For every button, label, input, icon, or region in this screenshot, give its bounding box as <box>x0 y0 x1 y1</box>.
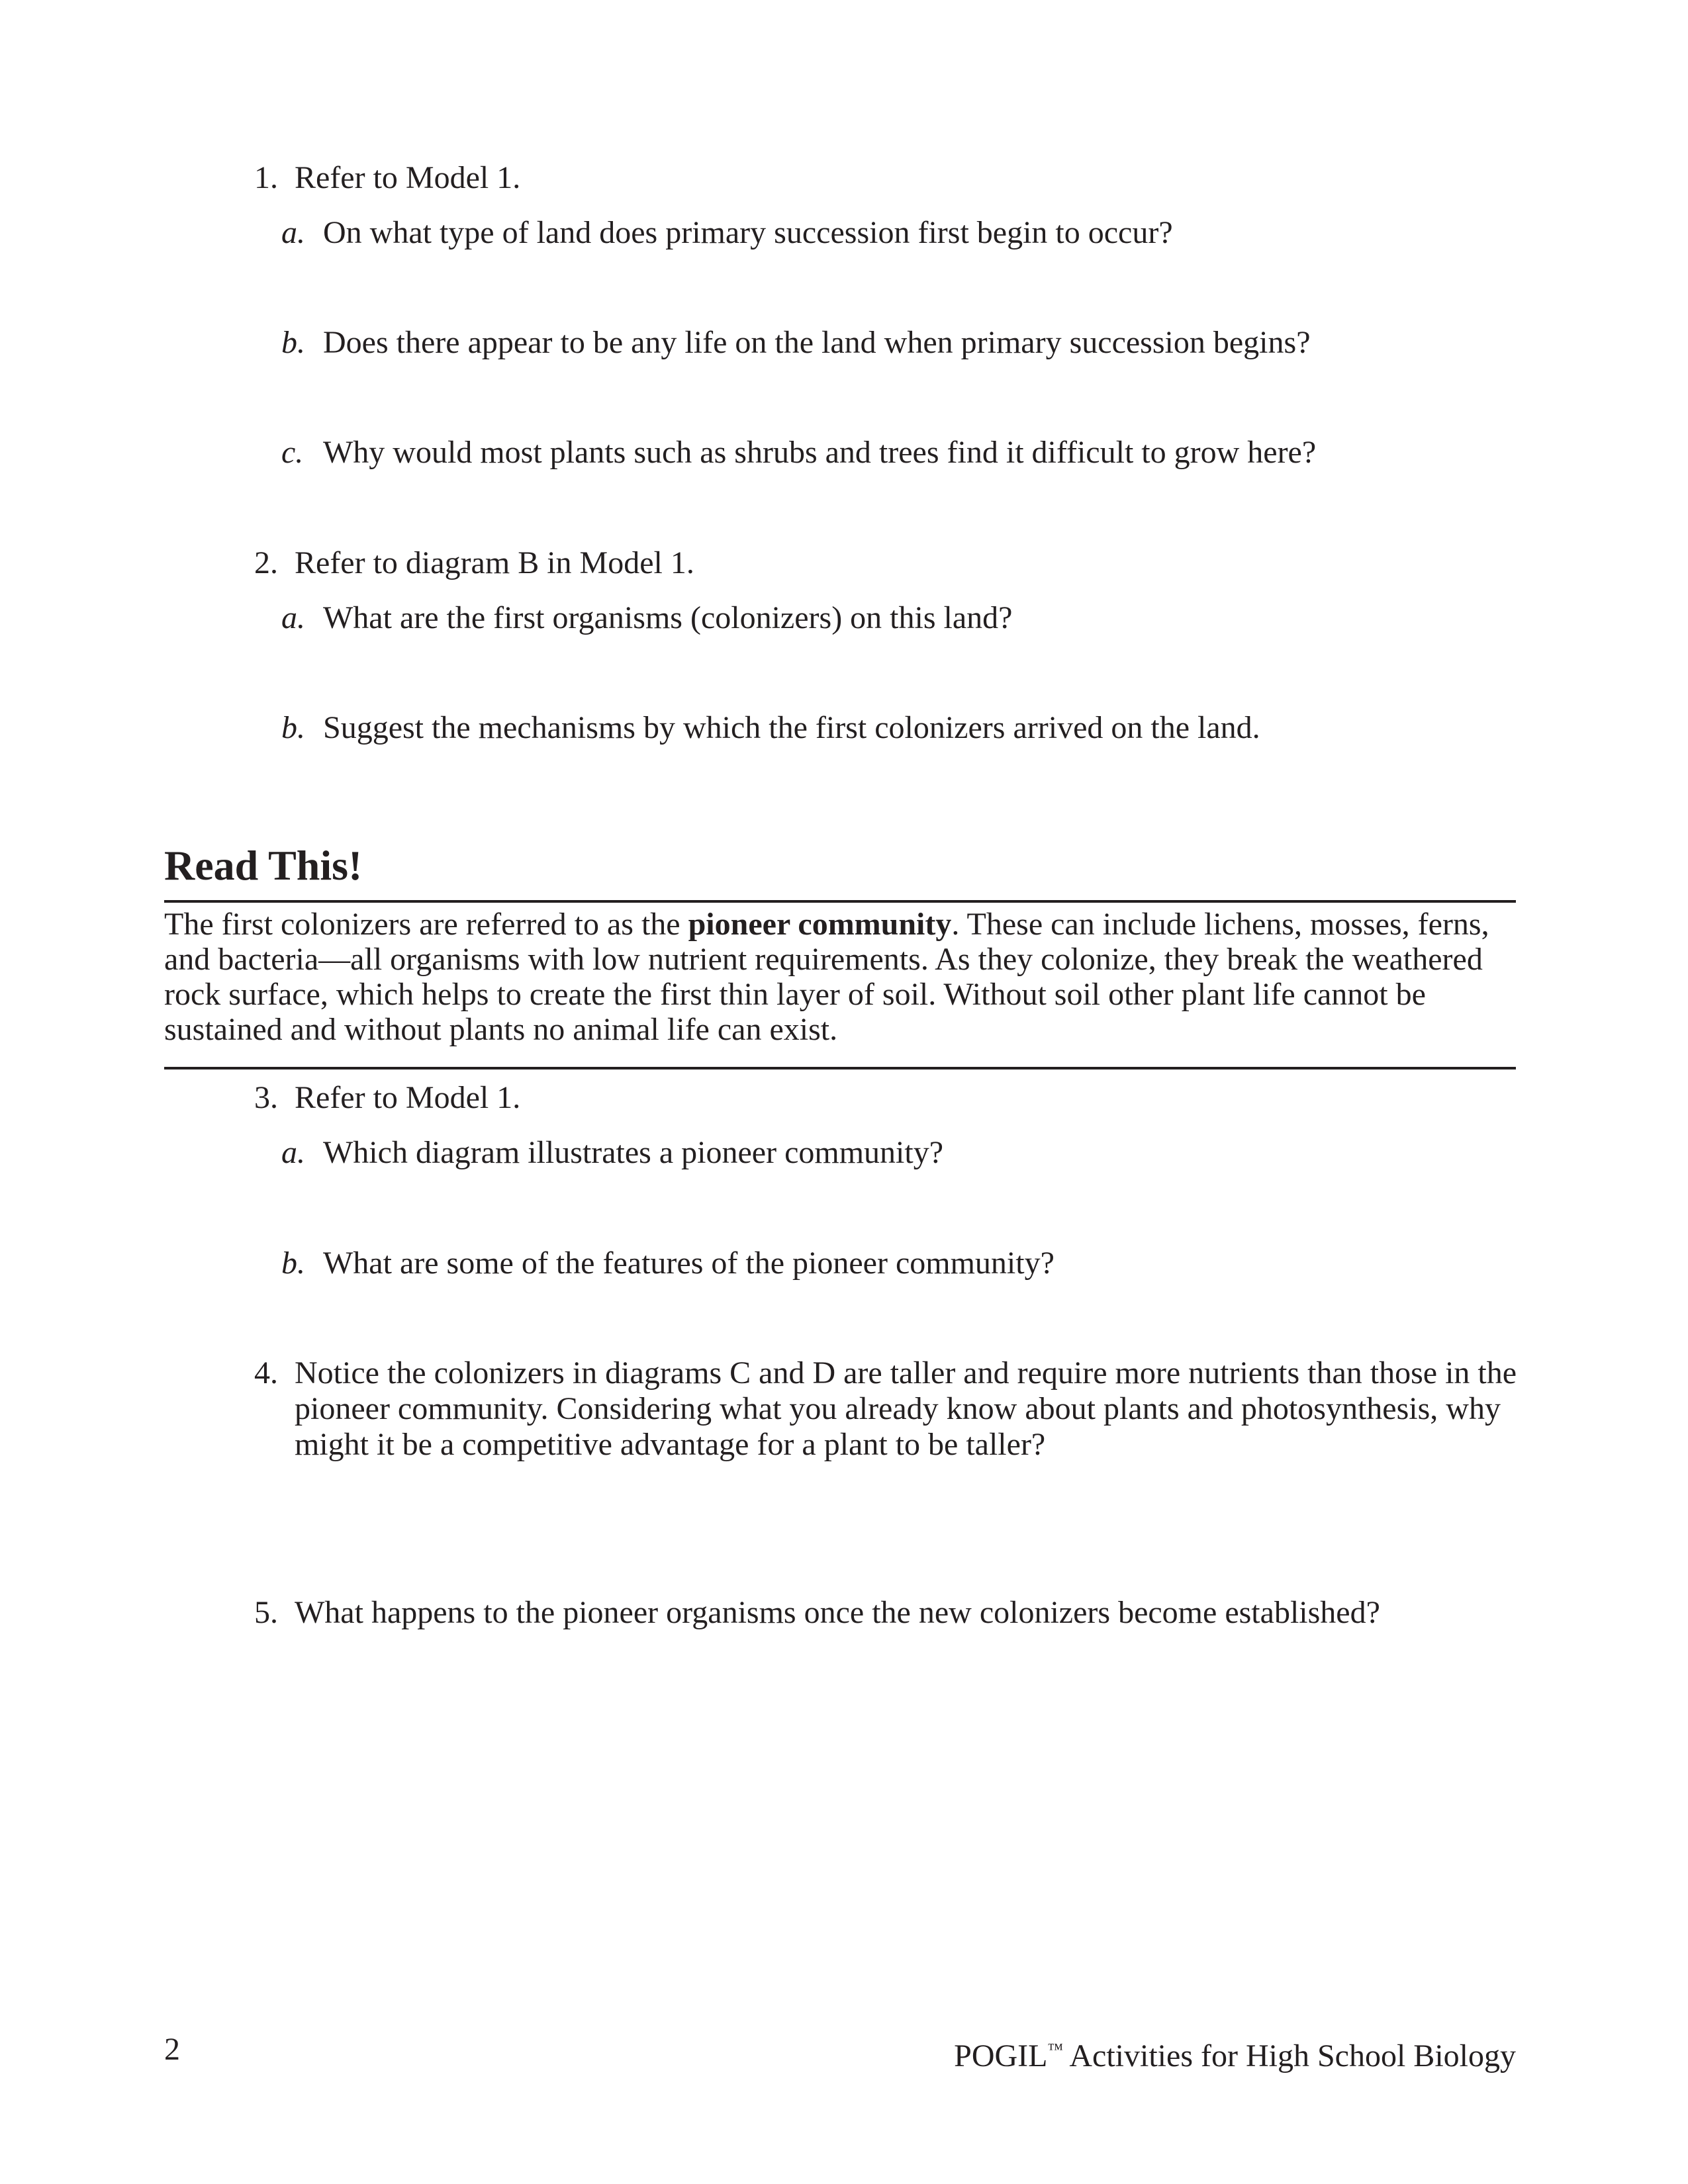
question-number: 1. <box>254 160 278 195</box>
question-number: 2. <box>254 545 278 580</box>
subquestion-text: Does there appear to be any life on the land when primary succession begins? <box>323 325 1311 360</box>
subquestion-letter: b. <box>281 1246 305 1281</box>
subquestion-letter: a. <box>281 600 305 635</box>
question-number: 5. <box>254 1595 278 1630</box>
question-number: 3. <box>254 1080 278 1115</box>
subquestion-text: Why would most plants such as shrubs and trees find it difficult to grow here? <box>323 435 1317 470</box>
question-text: What happens to the pioneer organisms once the new colonizers become established? <box>295 1595 1380 1630</box>
footer-title <box>954 2032 1516 2074</box>
question-1 <box>232 160 1523 196</box>
subquestion-letter: c. <box>281 435 304 470</box>
subquestion-letter: b. <box>281 325 305 360</box>
subquestion-text: Suggest the mechanisms by which the first colonizers arrived on the land. <box>323 710 1260 745</box>
question-text: Refer to Model 1. <box>295 160 521 195</box>
subquestion-letter: a. <box>281 215 305 250</box>
read-this-heading: Read This! <box>164 842 363 889</box>
subquestion-text: On what type of land does primary succession first begin to occur? <box>323 215 1173 250</box>
question-5 <box>232 1595 1523 1631</box>
question-2 <box>232 545 1523 581</box>
subquestion-text: What are the first organisms (colonizers) on this land? <box>323 600 1013 635</box>
question-number: 4. <box>254 1355 278 1390</box>
question-text: Refer to diagram B in Model 1. <box>295 545 694 580</box>
question-text: Refer to Model 1. <box>295 1080 521 1115</box>
pioneer-community-term: pioneer community <box>688 907 952 942</box>
question-4 <box>232 1355 1523 1463</box>
question-text-line-1: Notice the colonizers in diagrams C and D are taller and require more nutrients than those in the <box>295 1355 1517 1390</box>
read-this-intro: The first colonizers are referred to as the <box>164 907 688 942</box>
subquestion-text: Which diagram illustrates a pioneer community? <box>323 1135 944 1170</box>
bottom-divider <box>164 1067 1516 1069</box>
read-this-body: . These can include lichens, mosses, ferns, and bacteria—all organisms with low nutrient requirements. As they colonize, they break the weathered rock surface, which helps to create the first thin layer of soil. Without soil other plant life cannot be sustained and without plants no animal life can exist. <box>164 907 1489 1047</box>
read-this-paragraph <box>164 907 1516 1047</box>
subquestion-letter: a. <box>281 1135 305 1170</box>
question-3 <box>232 1080 1523 1116</box>
footer-subtitle: Activities for High School Biology <box>1063 2038 1516 2073</box>
subquestion-letter: b. <box>281 710 305 745</box>
footer-brand: POGIL <box>954 2038 1048 2073</box>
question-text-line-2: pioneer community. Considering what you already know about plants and photosynthesis, why <box>295 1391 1501 1426</box>
trademark-symbol: ™ <box>1047 2041 1064 2058</box>
page-number: 2 <box>164 2032 180 2067</box>
top-divider <box>164 900 1516 903</box>
question-text-line-3: might it be a competitive advantage for a plant to be taller? <box>295 1427 1046 1462</box>
subquestion-text: What are some of the features of the pioneer community? <box>323 1246 1055 1281</box>
